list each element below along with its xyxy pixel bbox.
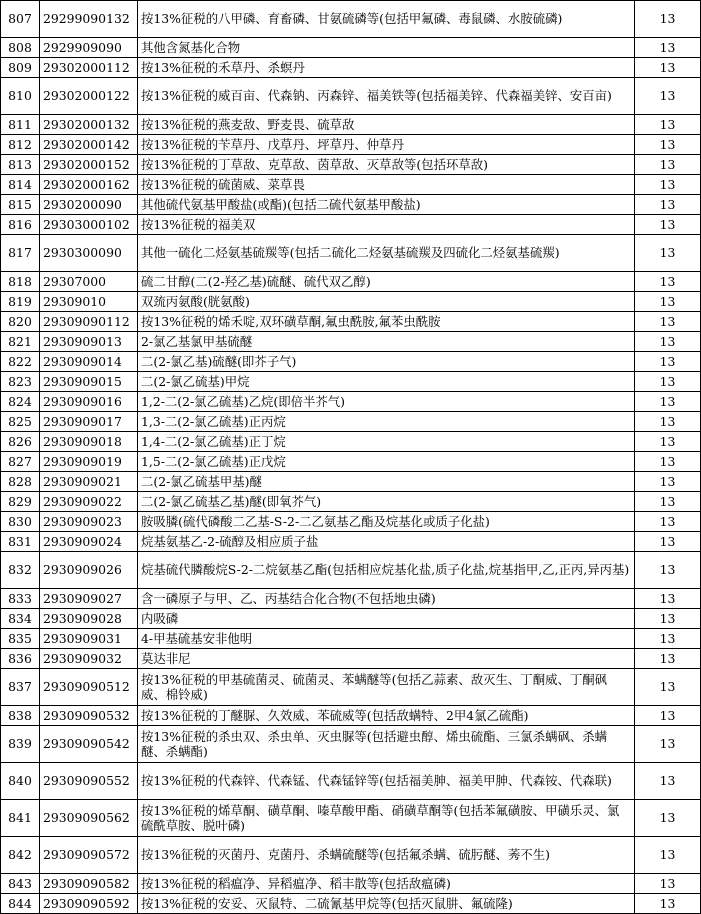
row-number-cell: 813 <box>1 155 40 175</box>
tariff-code-cell: 2930909017 <box>40 412 138 432</box>
row-number-cell: 819 <box>1 292 40 312</box>
rate-cell: 13 <box>635 452 701 472</box>
table-row <box>1 1 701 38</box>
rate-cell: 13 <box>635 332 701 352</box>
rate-cell: 13 <box>635 272 701 292</box>
description-cell: 内吸磷 <box>138 609 635 629</box>
rate-cell: 13 <box>635 392 701 412</box>
table-row <box>1 155 701 175</box>
rate-cell: 13 <box>635 352 701 372</box>
rate-cell: 13 <box>635 629 701 649</box>
tariff-code-cell: 29309010 <box>40 292 138 312</box>
description-cell: 按13%征税的稻瘟净、异稻瘟净、稻丰散等(包括敌瘟磷) <box>138 874 635 894</box>
tariff-code-cell: 29309090112 <box>40 312 138 332</box>
row-number-cell: 817 <box>1 235 40 272</box>
rate-cell: 13 <box>635 412 701 432</box>
tariff-code-cell: 2930909016 <box>40 392 138 412</box>
table-row <box>1 649 701 669</box>
description-cell: 1,2-二(2-氯乙硫基)乙烷(即倍半芥气) <box>138 392 635 412</box>
tariff-code-cell: 2930909032 <box>40 649 138 669</box>
description-cell: 按13%征税的甲基硫菌灵、硫菌灵、苯螨醚等(包括乙蒜素、敌灭生、丁酮威、丁酮砜威、棉铃威) <box>138 669 635 706</box>
table-row <box>1 432 701 452</box>
table-row <box>1 78 701 115</box>
rate-cell: 13 <box>635 155 701 175</box>
table-row <box>1 763 701 800</box>
tariff-code-cell: 2930200090 <box>40 195 138 215</box>
table-row <box>1 874 701 894</box>
description-cell: 按13%征税的烯禾啶,双环磺草酮,氟虫酰胺,氟苯虫酰胺 <box>138 312 635 332</box>
row-number-cell: 828 <box>1 472 40 492</box>
row-number-cell: 808 <box>1 38 40 58</box>
tariff-code-cell: 2930909018 <box>40 432 138 452</box>
tariff-code-cell: 2930909015 <box>40 372 138 392</box>
description-cell: 1,3-二(2-氯乙硫基)正丙烷 <box>138 412 635 432</box>
tariff-code-cell: 2930909026 <box>40 552 138 589</box>
tariff-code-cell: 2930909013 <box>40 332 138 352</box>
table-row <box>1 452 701 472</box>
rate-cell: 13 <box>635 1 701 38</box>
table-row <box>1 800 701 837</box>
rate-cell: 13 <box>635 609 701 629</box>
rate-cell: 13 <box>635 532 701 552</box>
description-cell: 其他硫代氨基甲酸盐(或酯)(包括二硫代氨基甲酸盐) <box>138 195 635 215</box>
tariff-code-cell: 2930909022 <box>40 492 138 512</box>
tariff-code-cell: 29303000102 <box>40 215 138 235</box>
table-row <box>1 392 701 412</box>
row-number-cell: 826 <box>1 432 40 452</box>
tariff-code-cell: 29302000142 <box>40 135 138 155</box>
description-cell: 按13%征税的杀虫双、杀虫单、灭虫脲等(包括避虫醇、烯虫硫酯、三氯杀螨砜、杀螨醚、杀螨酯) <box>138 726 635 763</box>
row-number-cell: 843 <box>1 874 40 894</box>
description-cell: 按13%征税的八甲磷、育畜磷、甘氨硫磷等(包括甲氟磷、毒鼠磷、水胺硫磷) <box>138 1 635 38</box>
rate-cell: 13 <box>635 235 701 272</box>
rate-cell: 13 <box>635 669 701 706</box>
tariff-code-cell: 2930300090 <box>40 235 138 272</box>
row-number-cell: 837 <box>1 669 40 706</box>
tariff-table-body <box>1 1 701 914</box>
description-cell: 按13%征税的禾草丹、杀螟丹 <box>138 58 635 78</box>
row-number-cell: 832 <box>1 552 40 589</box>
table-row <box>1 272 701 292</box>
row-number-cell: 814 <box>1 175 40 195</box>
table-row <box>1 706 701 726</box>
row-number-cell: 834 <box>1 609 40 629</box>
row-number-cell: 815 <box>1 195 40 215</box>
table-row <box>1 312 701 332</box>
table-row <box>1 135 701 155</box>
row-number-cell: 830 <box>1 512 40 532</box>
description-cell: 其他一硫化二烃氨基硫羰等(包括二硫化二烃氨基硫羰及四硫化二烃氨基硫羰) <box>138 235 635 272</box>
row-number-cell: 809 <box>1 58 40 78</box>
table-row <box>1 115 701 135</box>
tariff-code-cell: 2930909023 <box>40 512 138 532</box>
rate-cell: 13 <box>635 78 701 115</box>
table-row <box>1 629 701 649</box>
rate-cell: 13 <box>635 589 701 609</box>
description-cell: 4-甲基硫基安非他明 <box>138 629 635 649</box>
row-number-cell: 838 <box>1 706 40 726</box>
description-cell: 按13%征税的苄草丹、戊草丹、坪草丹、仲草丹 <box>138 135 635 155</box>
row-number-cell: 842 <box>1 837 40 874</box>
row-number-cell: 823 <box>1 372 40 392</box>
table-row <box>1 38 701 58</box>
row-number-cell: 841 <box>1 800 40 837</box>
tariff-code-cell: 29307000 <box>40 272 138 292</box>
table-row <box>1 58 701 78</box>
row-number-cell: 827 <box>1 452 40 472</box>
rate-cell: 13 <box>635 763 701 800</box>
tariff-code-cell: 29309090542 <box>40 726 138 763</box>
rate-cell: 13 <box>635 894 701 914</box>
tariff-code-cell: 29309090552 <box>40 763 138 800</box>
rate-cell: 13 <box>635 800 701 837</box>
row-number-cell: 816 <box>1 215 40 235</box>
tariff-code-cell: 2930909031 <box>40 629 138 649</box>
description-cell: 硫二甘醇(二(2-羟乙基)硫醚、硫代双乙醇) <box>138 272 635 292</box>
row-number-cell: 820 <box>1 312 40 332</box>
tariff-code-cell: 29309090562 <box>40 800 138 837</box>
row-number-cell: 818 <box>1 272 40 292</box>
description-cell: 双巯丙氨酸(胱氨酸) <box>138 292 635 312</box>
table-row <box>1 372 701 392</box>
rate-cell: 13 <box>635 552 701 589</box>
table-row <box>1 235 701 272</box>
description-cell: 二(2-氯乙硫基甲基)醚 <box>138 472 635 492</box>
table-row <box>1 412 701 432</box>
table-row <box>1 352 701 372</box>
description-cell: 按13%征税的烯草酮、磺草酮、嗪草酸甲酯、硝磺草酮等(包括苯氟磺胺、甲磺乐灵、氯硫酰草胺、脱叶磷) <box>138 800 635 837</box>
tariff-code-cell: 2930909014 <box>40 352 138 372</box>
table-row <box>1 472 701 492</box>
description-cell: 莫达非尼 <box>138 649 635 669</box>
rate-cell: 13 <box>635 215 701 235</box>
tariff-code-cell: 29302000132 <box>40 115 138 135</box>
table-row <box>1 609 701 629</box>
description-cell: 按13%征税的丁草敌、克草敌、茵草敌、灭草敌等(包括环草敌) <box>138 155 635 175</box>
table-row <box>1 292 701 312</box>
rate-cell: 13 <box>635 432 701 452</box>
rate-cell: 13 <box>635 512 701 532</box>
description-cell: 按13%征税的安妥、灭鼠特、二硫氰基甲烷等(包括灭鼠肼、氟硫隆) <box>138 894 635 914</box>
row-number-cell: 835 <box>1 629 40 649</box>
tariff-code-cell: 29299090132 <box>40 1 138 38</box>
rate-cell: 13 <box>635 837 701 874</box>
description-cell: 烷基硫代膦酸烷S-2-二烷氨基乙酯(包括相应烷基化盐,质子化盐,烷基指甲,乙,正丙,异丙基) <box>138 552 635 589</box>
tariff-code-cell: 29309090572 <box>40 837 138 874</box>
description-cell: 含一磷原子与甲、乙、丙基结合化合物(不包括地虫磷) <box>138 589 635 609</box>
tariff-code-cell: 2930909027 <box>40 589 138 609</box>
table-row <box>1 175 701 195</box>
rate-cell: 13 <box>635 58 701 78</box>
rate-cell: 13 <box>635 38 701 58</box>
table-row <box>1 492 701 512</box>
description-cell: 按13%征税的代森锌、代森锰、代森锰锌等(包括福美胂、福美甲胂、代森铵、代森联) <box>138 763 635 800</box>
table-row <box>1 837 701 874</box>
description-cell: 按13%征税的燕麦敌、野麦畏、硫草敌 <box>138 115 635 135</box>
row-number-cell: 844 <box>1 894 40 914</box>
tariff-code-cell: 29309090512 <box>40 669 138 706</box>
rate-cell: 13 <box>635 115 701 135</box>
row-number-cell: 822 <box>1 352 40 372</box>
table-row <box>1 215 701 235</box>
table-row <box>1 512 701 532</box>
rate-cell: 13 <box>635 195 701 215</box>
rate-cell: 13 <box>635 706 701 726</box>
description-cell: 二(2-氯乙基)硫醚(即芥子气) <box>138 352 635 372</box>
description-cell: 其他含氮基化合物 <box>138 38 635 58</box>
description-cell: 1,5-二(2-氯乙硫基)正戊烷 <box>138 452 635 472</box>
tariff-code-cell: 29309090532 <box>40 706 138 726</box>
row-number-cell: 825 <box>1 412 40 432</box>
description-cell: 按13%征税的福美双 <box>138 215 635 235</box>
row-number-cell: 824 <box>1 392 40 412</box>
tariff-code-cell: 29302000162 <box>40 175 138 195</box>
row-number-cell: 840 <box>1 763 40 800</box>
tariff-code-cell: 29302000152 <box>40 155 138 175</box>
description-cell: 胺吸膦(硫代磷酸二乙基-S-2-二乙氨基乙酯及烷基化或质子化盐) <box>138 512 635 532</box>
table-row <box>1 532 701 552</box>
row-number-cell: 821 <box>1 332 40 352</box>
tariff-code-cell: 2929909090 <box>40 38 138 58</box>
row-number-cell: 836 <box>1 649 40 669</box>
rate-cell: 13 <box>635 492 701 512</box>
rate-cell: 13 <box>635 175 701 195</box>
description-cell: 按13%征税的灭菌丹、克菌丹、杀螨硫醚等(包括氟杀螨、硫肟醚、莠不生) <box>138 837 635 874</box>
description-cell: 二(2-氯乙硫基)甲烷 <box>138 372 635 392</box>
tariff-code-cell: 29309090582 <box>40 874 138 894</box>
tariff-code-cell: 29302000122 <box>40 78 138 115</box>
row-number-cell: 812 <box>1 135 40 155</box>
tariff-code-cell: 29302000112 <box>40 58 138 78</box>
table-row <box>1 726 701 763</box>
table-row <box>1 332 701 352</box>
description-cell: 烷基氨基乙-2-硫醇及相应质子盐 <box>138 532 635 552</box>
rate-cell: 13 <box>635 874 701 894</box>
rate-cell: 13 <box>635 292 701 312</box>
description-cell: 按13%征税的硫菌威、菜草畏 <box>138 175 635 195</box>
row-number-cell: 807 <box>1 1 40 38</box>
row-number-cell: 833 <box>1 589 40 609</box>
row-number-cell: 831 <box>1 532 40 552</box>
table-row <box>1 195 701 215</box>
rate-cell: 13 <box>635 726 701 763</box>
row-number-cell: 839 <box>1 726 40 763</box>
tariff-code-cell: 2930909021 <box>40 472 138 492</box>
table-row <box>1 552 701 589</box>
table-row <box>1 589 701 609</box>
tariff-code-cell: 2930909028 <box>40 609 138 629</box>
description-cell: 2-氯乙基氯甲基硫醚 <box>138 332 635 352</box>
description-cell: 二(2-氯乙硫基乙基)醚(即氧芥气) <box>138 492 635 512</box>
rate-cell: 13 <box>635 135 701 155</box>
rate-cell: 13 <box>635 372 701 392</box>
row-number-cell: 829 <box>1 492 40 512</box>
description-cell: 按13%征税的威百亩、代森钠、丙森锌、福美铁等(包括福美锌、代森福美锌、安百亩) <box>138 78 635 115</box>
rate-cell: 13 <box>635 312 701 332</box>
description-cell: 1,4-二(2-氯乙硫基)正丁烷 <box>138 432 635 452</box>
table-row <box>1 669 701 706</box>
description-cell: 按13%征税的丁醚脲、久效威、苯硫威等(包括敌螨特、2甲4氯乙硫酯) <box>138 706 635 726</box>
tariff-code-cell: 2930909024 <box>40 532 138 552</box>
row-number-cell: 810 <box>1 78 40 115</box>
rate-cell: 13 <box>635 649 701 669</box>
row-number-cell: 811 <box>1 115 40 135</box>
rate-cell: 13 <box>635 472 701 492</box>
tariff-code-cell: 2930909019 <box>40 452 138 472</box>
tariff-code-cell: 29309090592 <box>40 894 138 914</box>
